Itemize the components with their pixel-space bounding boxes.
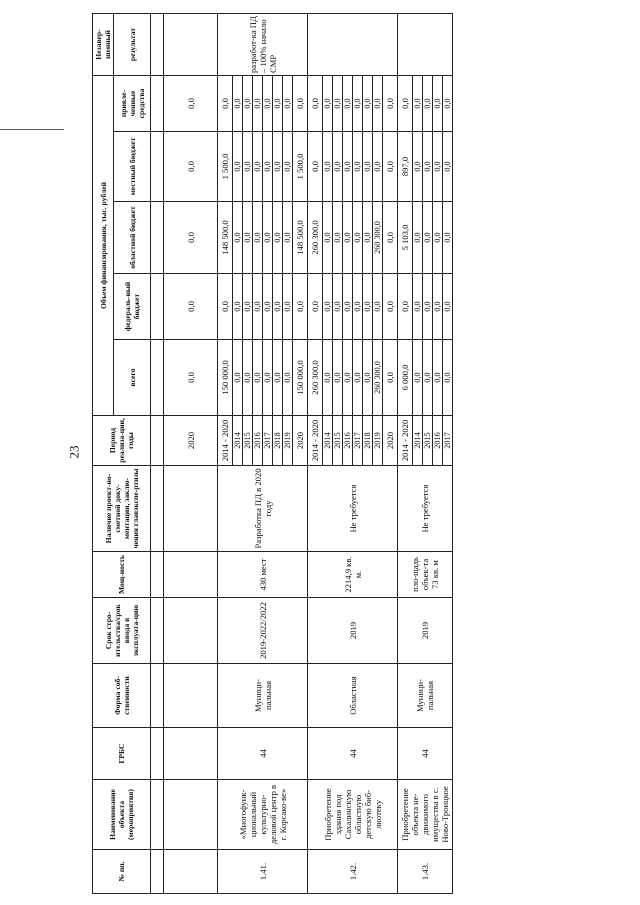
cell-federal: 0,0 bbox=[273, 274, 283, 340]
cell-regional: 0,0 bbox=[243, 202, 253, 274]
cell-regional: 0,0 bbox=[333, 202, 343, 274]
cell-period: 2016 bbox=[253, 416, 263, 466]
header-no: № пп. bbox=[93, 850, 151, 894]
cell-period: 2015 bbox=[243, 416, 253, 466]
cell-local: 0,0 bbox=[263, 132, 273, 202]
cell-federal: 0,0 bbox=[283, 274, 293, 340]
scan-artifact-line bbox=[0, 129, 64, 130]
financing-table bbox=[92, 13, 453, 894]
cell-federal: 0,0 bbox=[164, 274, 218, 340]
header-result: результат bbox=[114, 14, 151, 76]
cell-total: 0,0 bbox=[273, 340, 283, 416]
header-unfinished: Незавер-шенный bbox=[93, 14, 114, 76]
header-other: привле-ченные средства bbox=[114, 76, 151, 132]
cell-period: 2014 - 2020 bbox=[398, 416, 413, 466]
cell-total: 0,0 bbox=[263, 340, 273, 416]
cell-federal: 0,0 bbox=[218, 274, 233, 340]
cell-docs: Не требуется bbox=[308, 466, 398, 552]
header-period: Период реализа-ции, годы bbox=[93, 416, 151, 466]
cell-regional: 5 103,0 bbox=[398, 202, 413, 274]
cell-total: 260 300,0 bbox=[308, 340, 323, 416]
cell-local: 0,0 bbox=[308, 132, 323, 202]
cell-total: 0,0 bbox=[363, 340, 373, 416]
cell-docs: Разработка ПД в 2020 году bbox=[218, 466, 308, 552]
cell-other: 0,0 bbox=[273, 76, 283, 132]
cell-other: 0,0 bbox=[333, 76, 343, 132]
cell-total: 0,0 bbox=[333, 340, 343, 416]
cell-period: 2020 bbox=[164, 416, 218, 466]
cell-regional: 0,0 bbox=[253, 202, 263, 274]
cell-grbs: 44 bbox=[308, 728, 398, 780]
cell-federal: 0,0 bbox=[363, 274, 373, 340]
cell-local: 897,0 bbox=[398, 132, 413, 202]
header-funding: Объем финансирования, тыс. рублей bbox=[93, 76, 114, 416]
table-row bbox=[308, 14, 323, 894]
cell-other: 0,0 bbox=[253, 76, 263, 132]
cell-federal: 0,0 bbox=[353, 274, 363, 340]
header-ownership: Форма соб-ственности bbox=[93, 664, 151, 728]
cell-federal: 0,0 bbox=[398, 274, 413, 340]
cell-period: 2020 bbox=[293, 416, 308, 466]
cell-regional: 0,0 bbox=[323, 202, 333, 274]
cell-name: «Многофунк-циональный культурно-деловой центр в г. Корсако-ве» bbox=[218, 780, 308, 850]
cell-term: 2019-2022/2022 bbox=[218, 598, 308, 664]
cell-total: 6 000,0 bbox=[398, 340, 413, 416]
header-federal: федераль-ный бюджет bbox=[114, 274, 151, 340]
cell-regional: 148 500,0 bbox=[293, 202, 308, 274]
cell-federal: 0,0 bbox=[383, 274, 398, 340]
table-row-prev bbox=[164, 14, 218, 894]
cell-regional: 0,0 bbox=[353, 202, 363, 274]
page-number: 23 bbox=[66, 445, 82, 459]
cell-period: 2018 bbox=[273, 416, 283, 466]
cell-local: 0,0 bbox=[353, 132, 363, 202]
cell-capacity: 430 мест bbox=[218, 552, 308, 598]
cell-other: 0,0 bbox=[423, 76, 433, 132]
cell-other: 0,0 bbox=[283, 76, 293, 132]
cell-federal: 0,0 bbox=[373, 274, 383, 340]
cell-period: 2018 bbox=[363, 416, 373, 466]
cell-other: 0,0 bbox=[164, 76, 218, 132]
cell-other: 0,0 bbox=[353, 76, 363, 132]
cell-other: 0,0 bbox=[233, 76, 243, 132]
cell-total: 0,0 bbox=[343, 340, 353, 416]
cell-local: 0,0 bbox=[164, 132, 218, 202]
cell-federal: 0,0 bbox=[333, 274, 343, 340]
header-docs: Наличие проект-но-сметной доку-ментации, заклю-чения главэкспе-ртизы bbox=[93, 466, 151, 552]
cell-regional: 0,0 bbox=[423, 202, 433, 274]
cell-total: 150 000,0 bbox=[218, 340, 233, 416]
cell-total: 0,0 bbox=[383, 340, 398, 416]
cell-local: 0,0 bbox=[273, 132, 283, 202]
cell-ownership: Муници-пальная bbox=[218, 664, 308, 728]
cell-term: 2019 bbox=[308, 598, 398, 664]
cell-federal: 0,0 bbox=[253, 274, 263, 340]
cell-total: 150 000,0 bbox=[293, 340, 308, 416]
cell-total: 0,0 bbox=[433, 340, 443, 416]
cell-other: 0,0 bbox=[308, 76, 323, 132]
cell-regional: 0,0 bbox=[443, 202, 453, 274]
cell-federal: 0,0 bbox=[443, 274, 453, 340]
cell-federal: 0,0 bbox=[413, 274, 423, 340]
cell-result: разработ-ка ПД – 100% начало СМР bbox=[218, 14, 308, 76]
cell-total: 0,0 bbox=[233, 340, 243, 416]
cell-period: 2017 bbox=[443, 416, 453, 466]
cell-total: 0,0 bbox=[443, 340, 453, 416]
cell-period: 2016 bbox=[343, 416, 353, 466]
cell-local: 0,0 bbox=[443, 132, 453, 202]
header-regional: областной бюджет bbox=[114, 202, 151, 274]
cell-local: 0,0 bbox=[343, 132, 353, 202]
header-term: Срок стро-ительства/срок ввода в эксплуата-цию bbox=[93, 598, 151, 664]
header-local: местный бюджет bbox=[114, 132, 151, 202]
cell-regional: 0,0 bbox=[233, 202, 243, 274]
cell-regional: 0,0 bbox=[413, 202, 423, 274]
cell-capacity: пло-щадь объек-та 73 кв. м bbox=[398, 552, 453, 598]
cell-regional: 0,0 bbox=[273, 202, 283, 274]
cell-other: 0,0 bbox=[218, 76, 233, 132]
cell-federal: 0,0 bbox=[323, 274, 333, 340]
cell-regional: 0,0 bbox=[433, 202, 443, 274]
cell-period: 2015 bbox=[423, 416, 433, 466]
cell-local: 0,0 bbox=[423, 132, 433, 202]
cell-total: 0,0 bbox=[323, 340, 333, 416]
cell-federal: 0,0 bbox=[293, 274, 308, 340]
cell-local: 0,0 bbox=[243, 132, 253, 202]
cell-other: 0,0 bbox=[293, 76, 308, 132]
cell-grbs: 44 bbox=[398, 728, 453, 780]
cell-period: 2015 bbox=[333, 416, 343, 466]
cell-regional: 0,0 bbox=[383, 202, 398, 274]
cell-local: 1 500,0 bbox=[293, 132, 308, 202]
cell-no: 1.42. bbox=[308, 850, 398, 894]
header-total: всего bbox=[114, 340, 151, 416]
table-row bbox=[218, 14, 233, 894]
cell-no: 1.43. bbox=[398, 850, 453, 894]
cell-name: Приобретение здания под Сахалинскую областную детскую биб-лиотеку bbox=[308, 780, 398, 850]
cell-local: 0,0 bbox=[433, 132, 443, 202]
cell-regional: 260 300,0 bbox=[373, 202, 383, 274]
cell-grbs: 44 bbox=[218, 728, 308, 780]
cell-other: 0,0 bbox=[323, 76, 333, 132]
cell-total: 0,0 bbox=[423, 340, 433, 416]
cell-result bbox=[308, 14, 398, 76]
cell-other: 0,0 bbox=[263, 76, 273, 132]
cell-other: 0,0 bbox=[413, 76, 423, 132]
cell-other: 0,0 bbox=[398, 76, 413, 132]
cell-period: 2014 - 2020 bbox=[218, 416, 233, 466]
cell-local: 0,0 bbox=[413, 132, 423, 202]
cell-total: 0,0 bbox=[164, 340, 218, 416]
cell-total: 0,0 bbox=[353, 340, 363, 416]
cell-total: 0,0 bbox=[413, 340, 423, 416]
cell-local: 0,0 bbox=[373, 132, 383, 202]
cell-total: 0,0 bbox=[253, 340, 263, 416]
cell-total: 0,0 bbox=[243, 340, 253, 416]
cell-other: 0,0 bbox=[443, 76, 453, 132]
cell-result bbox=[398, 14, 453, 76]
cell-period: 2014 bbox=[233, 416, 243, 466]
cell-local: 0,0 bbox=[233, 132, 243, 202]
cell-capacity: 2214,9 кв. м. bbox=[308, 552, 398, 598]
cell-federal: 0,0 bbox=[233, 274, 243, 340]
cell-federal: 0,0 bbox=[433, 274, 443, 340]
cell-period: 2014 - 2020 bbox=[308, 416, 323, 466]
cell-term: 2019 bbox=[398, 598, 453, 664]
cell-ownership: Областная bbox=[308, 664, 398, 728]
cell-other: 0,0 bbox=[373, 76, 383, 132]
cell-local: 0,0 bbox=[323, 132, 333, 202]
header-capacity: Мощ-ность bbox=[93, 552, 151, 598]
cell-other: 0,0 bbox=[243, 76, 253, 132]
cell-period: 2017 bbox=[353, 416, 363, 466]
cell-period: 2016 bbox=[433, 416, 443, 466]
cell-regional: 0,0 bbox=[283, 202, 293, 274]
cell-other: 0,0 bbox=[363, 76, 373, 132]
cell-federal: 0,0 bbox=[308, 274, 323, 340]
cell-local: 0,0 bbox=[333, 132, 343, 202]
cell-regional: 148 500,0 bbox=[218, 202, 233, 274]
cell-federal: 0,0 bbox=[263, 274, 273, 340]
cell-regional: 0,0 bbox=[263, 202, 273, 274]
cell-total: 260 300,0 bbox=[373, 340, 383, 416]
cell-period: 2019 bbox=[283, 416, 293, 466]
cell-ownership: Муници-пальная bbox=[398, 664, 453, 728]
cell-regional: 0,0 bbox=[164, 202, 218, 274]
cell-federal: 0,0 bbox=[243, 274, 253, 340]
cell-name: Приобретение объекта не-движимого имущества в с. Ново-Троицкое bbox=[398, 780, 453, 850]
cell-period: 2014 bbox=[413, 416, 423, 466]
cell-regional: 260 300,0 bbox=[308, 202, 323, 274]
cell-regional: 0,0 bbox=[363, 202, 373, 274]
cell-other: 0,0 bbox=[343, 76, 353, 132]
table-body bbox=[151, 14, 453, 894]
cell-local: 0,0 bbox=[383, 132, 398, 202]
cell-period: 2017 bbox=[263, 416, 273, 466]
cell-other: 0,0 bbox=[433, 76, 443, 132]
blank-row bbox=[151, 14, 164, 894]
cell-local: 0,0 bbox=[283, 132, 293, 202]
cell-period: 2014 bbox=[323, 416, 333, 466]
cell-period: 2019 bbox=[373, 416, 383, 466]
cell-total: 0,0 bbox=[283, 340, 293, 416]
table-row bbox=[398, 14, 413, 894]
cell-local: 0,0 bbox=[253, 132, 263, 202]
cell-federal: 0,0 bbox=[423, 274, 433, 340]
cell-other: 0,0 bbox=[383, 76, 398, 132]
cell-no: 1.41. bbox=[218, 850, 308, 894]
cell-period: 2020 bbox=[383, 416, 398, 466]
header-name: Наименование объекта (мероприятия) bbox=[93, 780, 151, 850]
cell-local: 1 500,0 bbox=[218, 132, 233, 202]
header-grbs: ГРБС bbox=[93, 728, 151, 780]
cell-docs: Не требуется bbox=[398, 466, 453, 552]
cell-local: 0,0 bbox=[363, 132, 373, 202]
cell-regional: 0,0 bbox=[343, 202, 353, 274]
rotated-table-frame bbox=[92, 14, 632, 894]
cell-federal: 0,0 bbox=[343, 274, 353, 340]
